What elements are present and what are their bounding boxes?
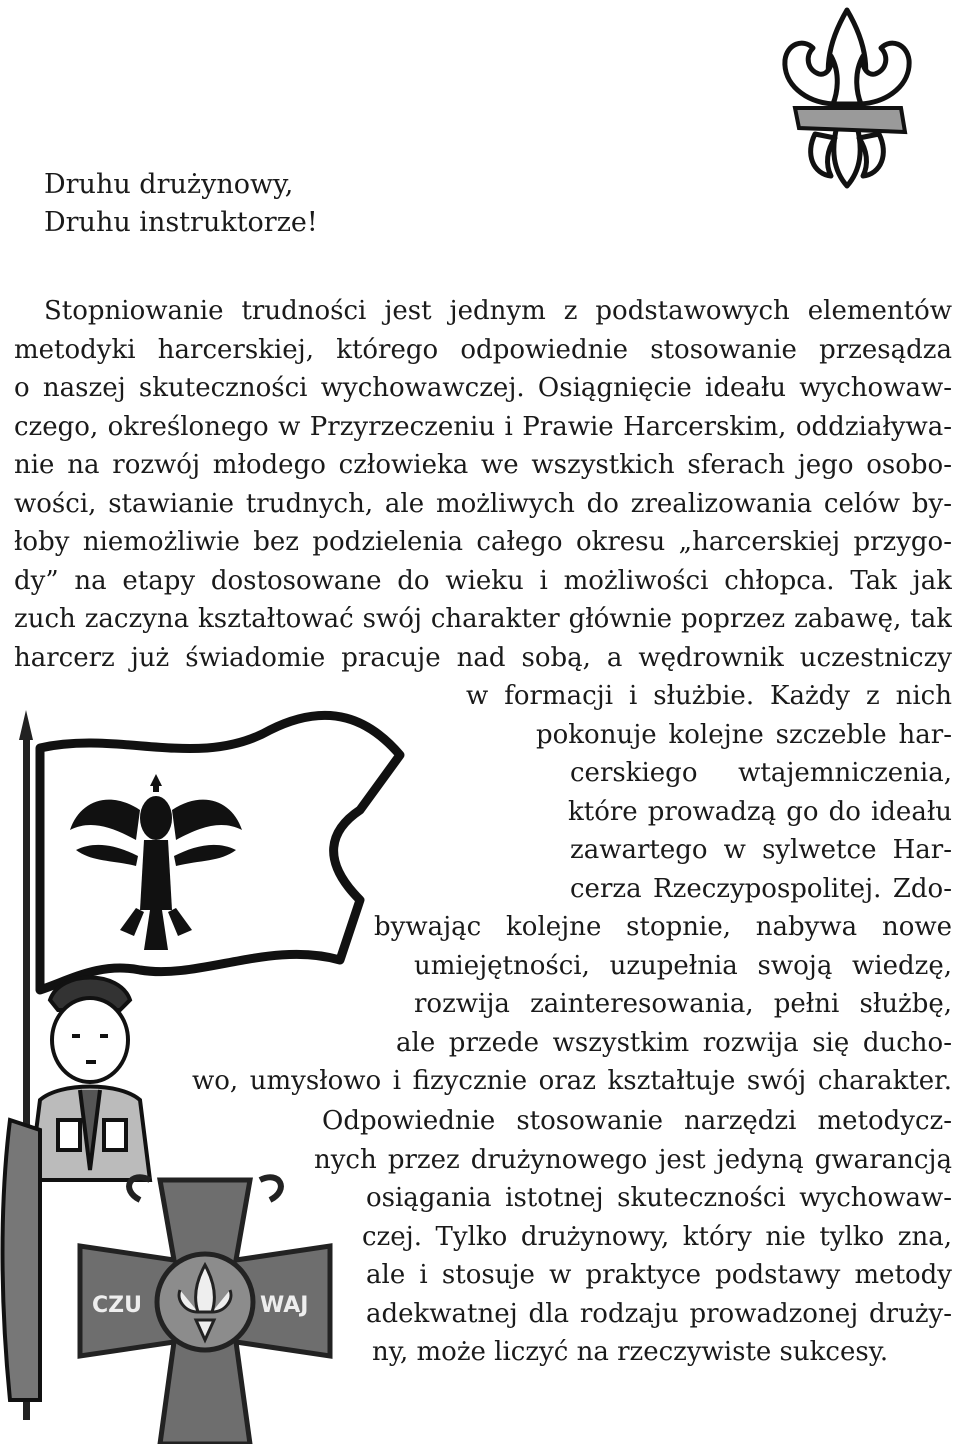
p1-line: czego, określonego w Przyrzeczeniu i Prawie Harcerskim, oddziaływa-	[14, 412, 952, 442]
greeting-line-1: Druhu drużynowy,	[44, 169, 294, 200]
p1-line: wo, umysłowo i fizycznie oraz kształtuje swój charakter.	[192, 1066, 952, 1096]
p2-line: osiągania istotnej skuteczności wychowaw-	[366, 1183, 952, 1213]
p1-line: umiejętności, uzupełnia swoją wiedzę,	[414, 951, 952, 981]
p1-line: o naszej skuteczności wychowawczej. Osiągnięcie ideału wychowaw-	[14, 373, 952, 403]
p2-line: Odpowiednie stosowanie narzędzi metodycz-	[322, 1106, 952, 1136]
p2-line: ny, może liczyć na rzeczywiste sukcesy.	[372, 1337, 889, 1367]
p2-line: adekwatnej dla rodzaju prowadzonej druży-	[366, 1299, 952, 1329]
greeting-line-2: Druhu instruktorze!	[44, 207, 318, 238]
p1-line: zuch zaczyna kształtować swój charakter głównie poprzez zabawę, tak	[14, 604, 952, 634]
p1-line: harcerz już świadomie pracuje nad sobą, a wędrownik uczestniczy	[14, 643, 952, 673]
p2-line: czej. Tylko drużynowy, który nie tylko zna,	[362, 1222, 952, 1252]
p1-line: rozwija zainteresowania, pełni służbę,	[414, 989, 952, 1019]
fleur-de-lis-icon	[775, 4, 920, 190]
p1-line: w formacji i służbie. Każdy z nich	[466, 681, 952, 711]
p1-line: które prowadzą go do ideału	[568, 797, 952, 827]
p1-line: zawartego w sylwetce Har-	[570, 835, 952, 865]
cross-text-right: WAJ	[260, 1293, 309, 1318]
p2-line: ale i stosuje w praktyce podstawy metody	[366, 1260, 952, 1290]
p1-line: cerza Rzeczypospolitej. Zdo-	[570, 874, 952, 904]
p1-line: dy” na etapy dostosowane do wieku i możliwości chłopca. Tak jak	[14, 566, 952, 596]
p1-line: wości, stawianie trudnych, ale możliwych do zrealizowania celów by-	[14, 489, 952, 519]
p1-line: Stopniowanie trudności jest jednym z podstawowych elementów	[44, 296, 952, 326]
p1-line: pokonuje kolejne szczeble har-	[536, 720, 952, 750]
p1-line: ale przede wszystkim rozwija się ducho-	[396, 1028, 952, 1058]
p1-line: cerskiego wtajemniczenia,	[570, 758, 952, 788]
p1-line: łoby niemożliwie bez podzielenia całego okresu „harcerskiej przygo-	[14, 527, 952, 557]
p2-line: nych przez drużynowego jest jedyną gwarancją	[314, 1145, 952, 1175]
p1-line: nie na rozwój młodego człowieka we wszystkich sferach jego osobo-	[14, 450, 952, 480]
cross-text-left: CZU	[92, 1293, 142, 1318]
p1-line: bywając kolejne stopnie, nabywa nowe	[374, 912, 952, 942]
harcerski-cross-icon	[80, 1177, 330, 1444]
p1-line: metodyki harcerskiej, którego odpowiednie stosowanie przesądza	[14, 335, 952, 365]
